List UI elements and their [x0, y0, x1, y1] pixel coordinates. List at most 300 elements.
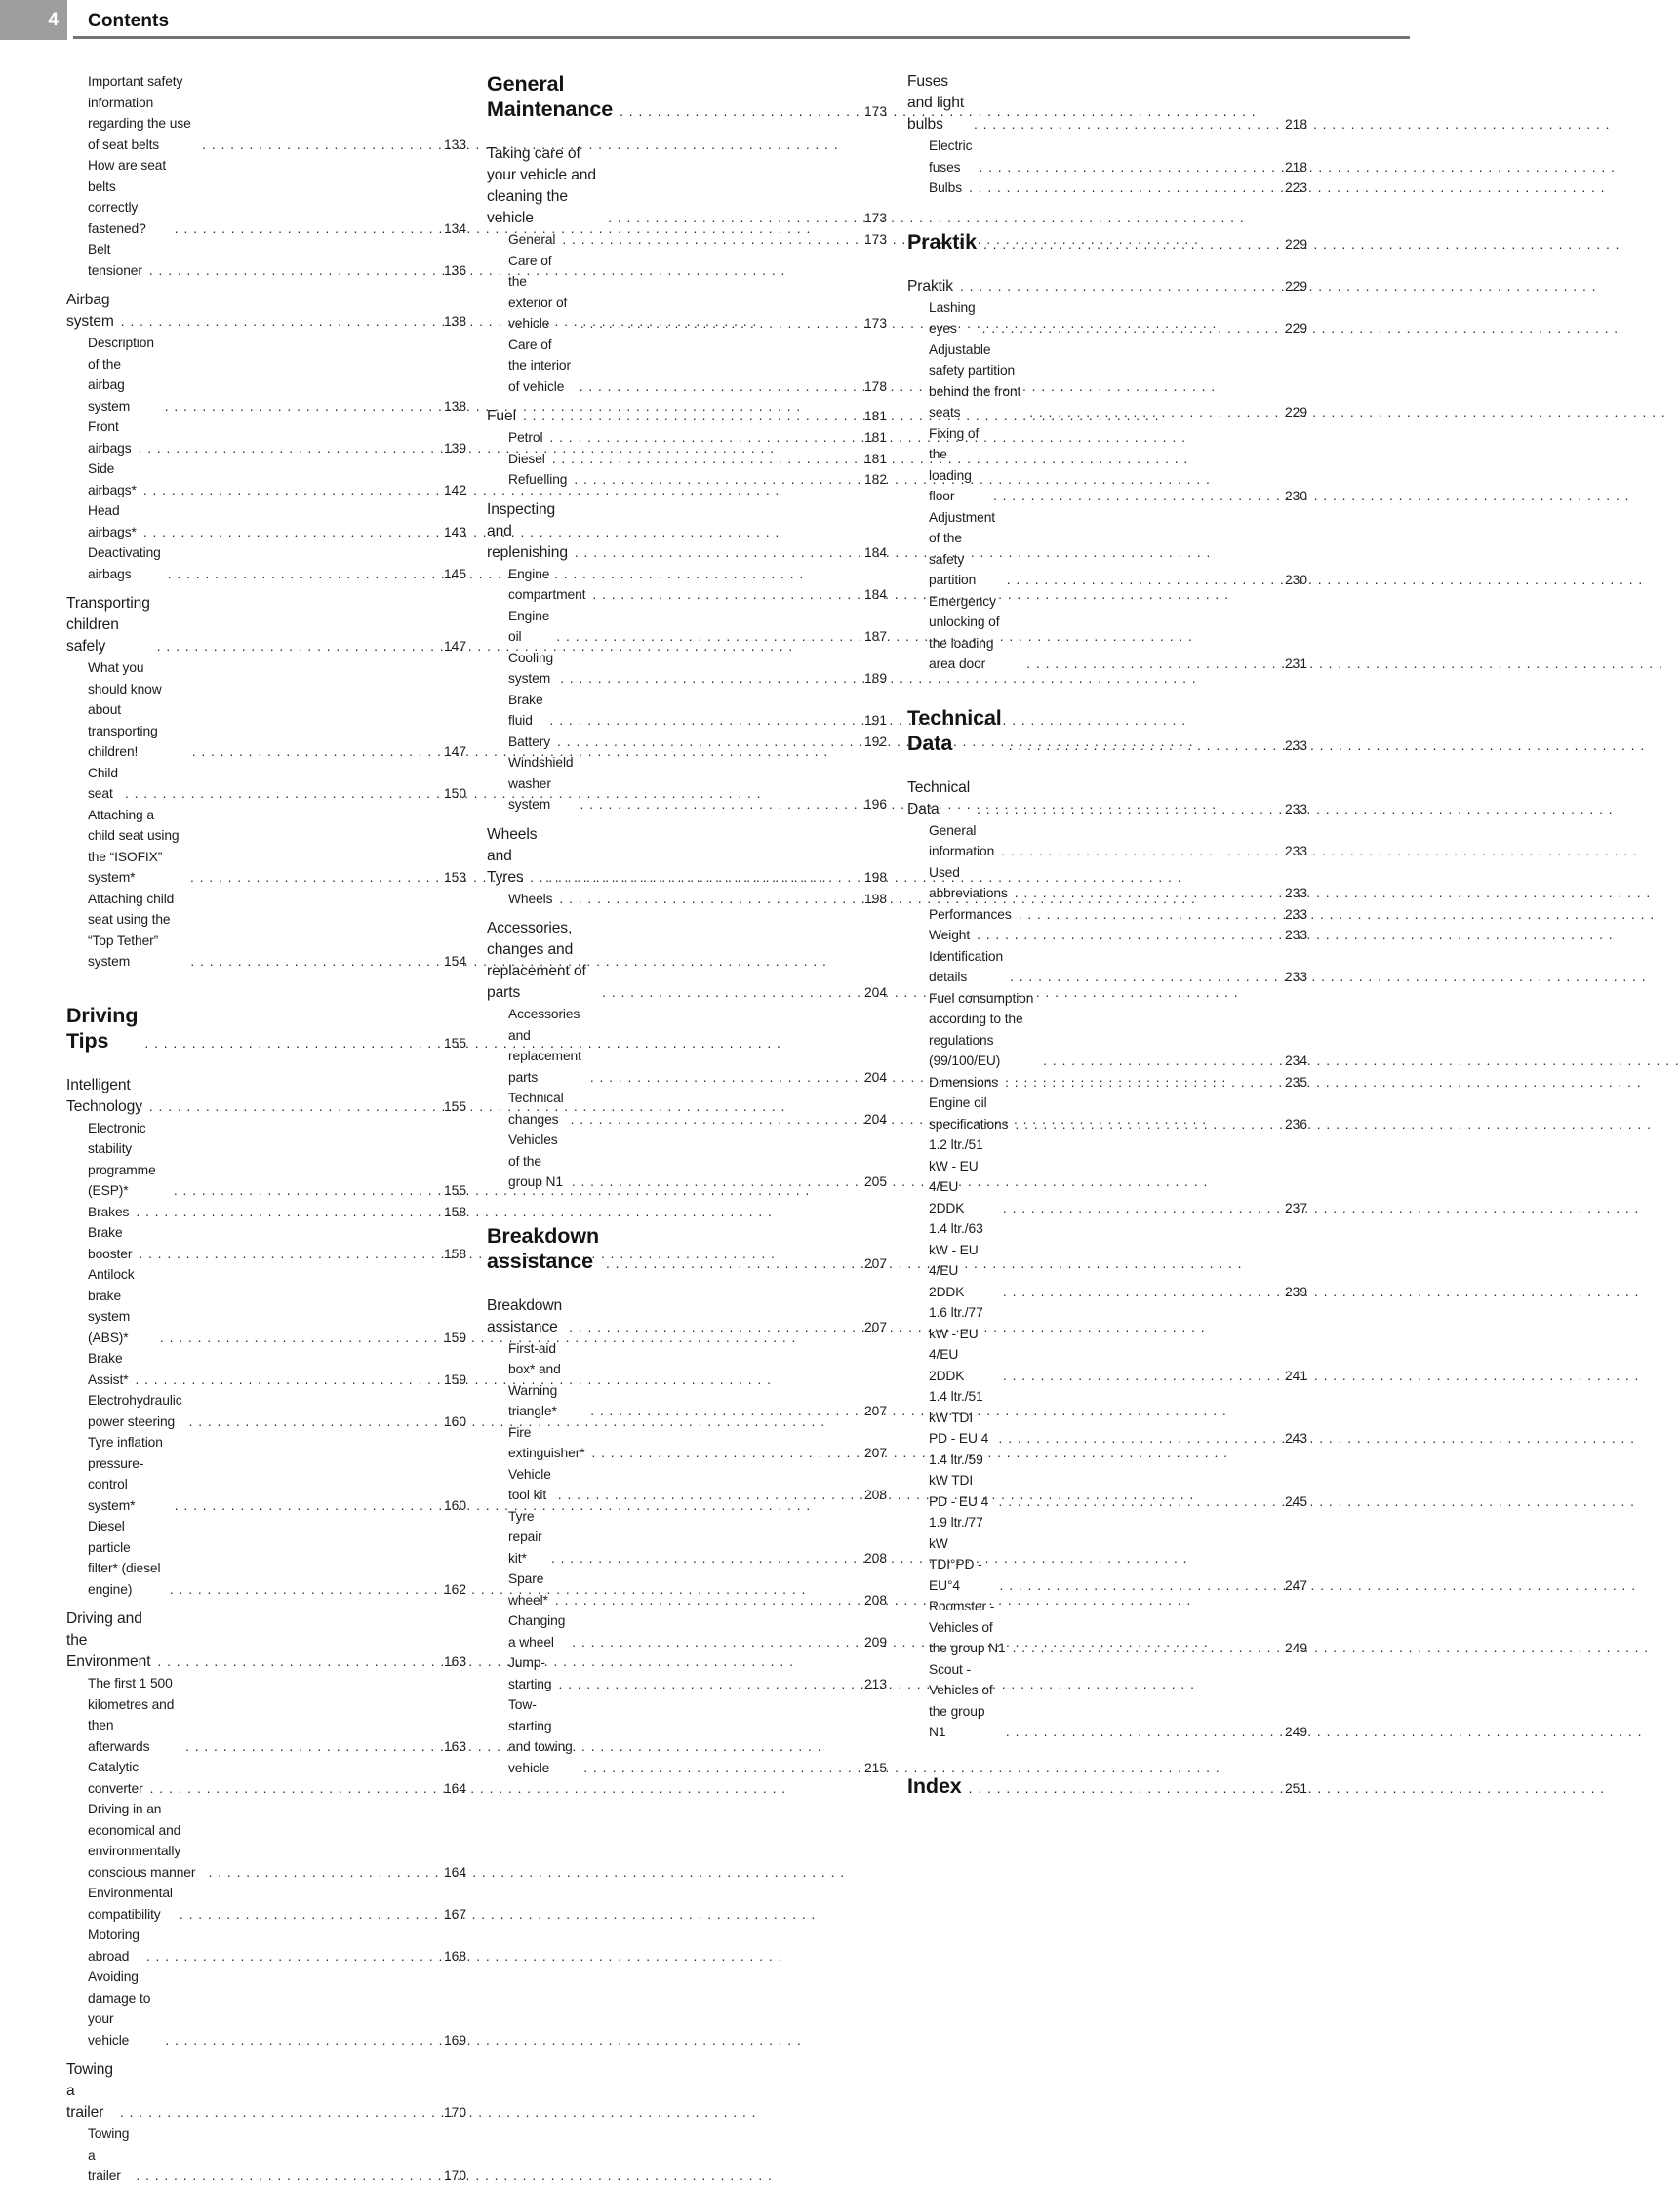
toc-entry-page: 184 [863, 544, 887, 560]
dot-leader [150, 636, 429, 657]
dot-leader [962, 1779, 1270, 1799]
toc-entry-title: Inspecting and replenishing [487, 500, 568, 561]
dot-leader [953, 276, 1270, 298]
toc-entry-page: 204 [863, 985, 887, 1000]
dot-leader [993, 1575, 1270, 1597]
toc-entry[interactable] [66, 1390, 466, 1432]
toc-entry-page: 160 [443, 1413, 466, 1429]
toc-entry-page: 154 [443, 954, 466, 969]
toc-entry[interactable] [487, 824, 887, 889]
toc-entry-page: 155 [443, 1035, 466, 1051]
toc-entry-page: 158 [443, 1204, 466, 1219]
toc-entry-title: Dimensions [929, 1074, 999, 1090]
dot-leader [140, 1946, 429, 1968]
toc-entry-page: 229 [1284, 278, 1307, 294]
dot-leader [137, 522, 429, 543]
toc-entry-title: Scout - Vehicles of the group N1 [929, 1661, 993, 1739]
dot-leader [992, 1491, 1270, 1513]
toc-entry-title: Care of the exterior of vehicle [508, 253, 568, 331]
dot-leader [976, 318, 1270, 339]
toc-entry-title: Side airbags* [88, 461, 137, 497]
dot-leader [1020, 654, 1270, 675]
dot-leader [158, 396, 429, 418]
toc-entry-title: Roomster - Vehicles of the group N1 [929, 1599, 1006, 1655]
toc-entry-page: 187 [863, 629, 887, 644]
toc-entry[interactable] [487, 889, 887, 910]
toc-entry-title: Deactivating airbags [88, 545, 161, 581]
toc-entry[interactable] [66, 333, 466, 417]
toc-entry[interactable] [66, 805, 466, 889]
toc-entry[interactable] [487, 1088, 887, 1130]
dot-leader [516, 406, 850, 427]
toc-entry-page: 229 [1284, 236, 1307, 252]
toc-entry[interactable] [66, 1075, 466, 1118]
toc-columns [66, 71, 1307, 2187]
toc-entry[interactable] [907, 1386, 1307, 1450]
dot-leader [986, 486, 1270, 507]
toc-entry-title: Vehicles of the group N1 [508, 1133, 563, 1189]
toc-entry-title: Battery [508, 734, 551, 749]
toc-entry[interactable] [907, 862, 1307, 904]
toc-entry-title: Front airbags [88, 419, 132, 456]
toc-entry-page: 159 [443, 1372, 466, 1387]
toc-entry[interactable] [66, 763, 466, 805]
dot-leader [543, 710, 850, 732]
toc-entry-page: 230 [1284, 489, 1307, 503]
dot-leader [967, 114, 1270, 136]
toc-entry[interactable] [487, 449, 887, 470]
toc-entry-title: Engine oil specifications [929, 1095, 1009, 1132]
toc-entry-title: Identification details [929, 948, 1004, 984]
dot-leader [573, 377, 850, 398]
toc-entry-title: Changing a wheel [508, 1613, 566, 1650]
toc-entry-title: Belt tensioner [88, 242, 142, 278]
toc-entry-page: 207 [863, 1319, 887, 1334]
toc-entry-page: 168 [443, 1948, 466, 1964]
page-title: Contents [88, 11, 170, 31]
toc-entry-page: 236 [1284, 1116, 1307, 1132]
dot-leader [551, 1485, 850, 1506]
toc-entry-page: 173 [863, 316, 887, 331]
toc-entry-page: 160 [443, 1497, 466, 1513]
toc-entry[interactable] [66, 1118, 466, 1202]
toc-entry-title: Important safety information regarding the use of seat belts [88, 74, 191, 152]
dot-leader [1036, 1051, 1270, 1072]
toc-entry-title: How are seat belts correctly fastened? [88, 158, 167, 236]
toc-entry[interactable] [66, 1202, 466, 1223]
toc-entry[interactable] [907, 507, 1307, 591]
toc-entry-page: 207 [863, 1446, 887, 1460]
toc-entry[interactable] [487, 143, 887, 229]
toc-entry[interactable] [907, 705, 1307, 756]
toc-entry[interactable] [487, 71, 887, 122]
toc-entry[interactable] [66, 1883, 466, 1925]
toc-entry[interactable] [66, 1757, 466, 1799]
dot-leader [202, 1862, 429, 1884]
toc-entry-page: 142 [443, 482, 466, 497]
toc-entry[interactable] [487, 1506, 887, 1570]
page-number: 4 [48, 9, 59, 30]
toc-entry[interactable] [66, 1348, 466, 1390]
toc-entry-title: Lashing eyes [929, 299, 976, 336]
toc-entry[interactable] [66, 542, 466, 584]
toc-entry-page: 189 [863, 671, 887, 686]
toc-entry[interactable] [487, 229, 887, 251]
toc-entry-title: Antilock brake system (ABS)* [88, 1267, 135, 1345]
toc-entry-title: Technical Data [907, 778, 971, 817]
toc-entry[interactable] [907, 1302, 1307, 1386]
toc-entry[interactable] [907, 925, 1307, 946]
toc-entry-title: Technical changes [508, 1091, 564, 1127]
toc-entry-title: Bulbs [929, 180, 963, 195]
toc-entry[interactable] [487, 1652, 887, 1694]
toc-entry-page: 233 [1284, 801, 1307, 816]
dot-leader [996, 1198, 1270, 1219]
toc-entry[interactable] [487, 1694, 887, 1778]
toc-entry[interactable] [487, 1464, 887, 1506]
toc-entry[interactable] [487, 752, 887, 815]
toc-entry-title: Fuel [487, 408, 516, 424]
dot-leader [1008, 1114, 1270, 1135]
dot-leader [577, 1758, 850, 1779]
toc-entry-page: 249 [1284, 1641, 1307, 1655]
toc-entry[interactable] [907, 988, 1307, 1072]
toc-entry[interactable] [66, 1925, 466, 1967]
toc-entry[interactable] [487, 1295, 887, 1338]
dot-leader [185, 741, 429, 763]
dot-leader [573, 794, 850, 815]
dot-leader [562, 1317, 850, 1338]
toc-entry[interactable] [487, 918, 887, 1004]
dot-leader [996, 1282, 1270, 1303]
dot-leader [128, 1370, 429, 1391]
dot-leader [195, 135, 429, 156]
toc-entry-page: 207 [863, 1404, 887, 1418]
dot-leader [539, 867, 850, 889]
toc-entry[interactable] [66, 1673, 466, 1757]
dot-leader [544, 1548, 850, 1570]
toc-entry-page: 243 [1284, 1431, 1307, 1446]
dot-leader [972, 157, 1270, 179]
toc-entry[interactable] [66, 239, 466, 281]
dot-leader [1000, 570, 1270, 591]
toc-entry-page: 208 [863, 1488, 887, 1502]
toc-entry[interactable] [66, 417, 466, 458]
toc-entry-page: 143 [443, 524, 466, 539]
toc-entry[interactable] [487, 1422, 887, 1464]
toc-entry[interactable] [487, 1610, 887, 1652]
toc-entry[interactable] [487, 469, 887, 491]
toc-entry[interactable] [487, 427, 887, 449]
dot-leader [1002, 736, 1270, 756]
dot-leader [992, 1428, 1270, 1450]
toc-entry-page: 147 [443, 744, 466, 759]
toc-entry[interactable] [487, 1569, 887, 1610]
toc-entry-page: 182 [863, 472, 887, 487]
toc-entry-page: 229 [1284, 321, 1307, 336]
toc-entry-title: Description of the airbag system [88, 336, 154, 414]
dot-leader [137, 480, 429, 501]
toc-entry-title: Towing a trailer [88, 2127, 130, 2183]
toc-entry-page: 164 [443, 1780, 466, 1796]
toc-entry[interactable] [907, 339, 1307, 423]
toc-entry[interactable] [907, 946, 1307, 988]
toc-entry-page: 204 [863, 1111, 887, 1127]
toc-entry[interactable] [66, 71, 466, 155]
toc-entry-title: Wheels and Tyres [487, 825, 538, 886]
dot-leader [552, 889, 850, 910]
toc-entry-page: 133 [443, 137, 466, 152]
toc-entry-title: Performances [929, 906, 1012, 922]
toc-entry[interactable] [907, 1659, 1307, 1743]
toc-entry[interactable] [487, 648, 887, 690]
toc-entry-title: Brake booster [88, 1225, 133, 1261]
toc-entry[interactable] [66, 889, 466, 973]
dot-leader [542, 427, 850, 449]
toc-entry[interactable] [66, 593, 466, 657]
toc-entry-title: Towing a trailer [66, 2061, 113, 2121]
dot-leader [114, 311, 429, 333]
dot-leader [1012, 904, 1270, 926]
toc-entry-title: Driving Tips [66, 1003, 139, 1053]
toc-entry-title: General information [929, 822, 995, 858]
toc-entry[interactable] [487, 406, 887, 427]
toc-entry-page: 164 [443, 1864, 466, 1880]
toc-entry-page: 153 [443, 870, 466, 885]
toc-entry[interactable] [66, 1967, 466, 2050]
toc-entry[interactable] [487, 690, 887, 732]
toc-entry[interactable] [907, 229, 1307, 255]
toc-entry-title: Accessories and replacement parts [508, 1007, 581, 1085]
dot-leader [583, 1067, 850, 1089]
toc-entry[interactable] [66, 500, 466, 542]
dot-leader [1006, 1638, 1270, 1659]
toc-entry[interactable] [907, 1450, 1307, 1513]
toc-entry[interactable] [66, 290, 466, 333]
dot-leader [132, 438, 429, 459]
toc-entry[interactable] [487, 251, 887, 335]
toc-entry[interactable] [487, 499, 887, 564]
toc-entry-page: 138 [443, 398, 466, 414]
dot-leader [129, 1202, 429, 1223]
toc-entry-page: 218 [1284, 159, 1307, 175]
toc-entry-title: Engine oil [508, 608, 550, 644]
toc-entry-title: Refuelling [508, 472, 568, 487]
toc-entry-title: Wheels [508, 891, 553, 906]
dot-leader [167, 1180, 429, 1202]
toc-entry[interactable] [907, 276, 1307, 298]
toc-entry-page: 138 [443, 314, 466, 329]
toc-entry[interactable] [66, 1003, 466, 1054]
toc-entry[interactable] [66, 657, 466, 763]
dot-leader [998, 1072, 1270, 1094]
toc-entry[interactable] [907, 136, 1307, 178]
toc-entry[interactable] [907, 904, 1307, 926]
toc-entry[interactable] [907, 298, 1307, 339]
toc-entry-title: Avoiding damage to your vehicle [88, 1969, 151, 2048]
toc-entry-page: 139 [443, 440, 466, 456]
toc-entry[interactable] [487, 1004, 887, 1088]
dot-leader [999, 1722, 1270, 1743]
toc-entry-page: 173 [863, 104, 887, 119]
toc-entry-page: 145 [443, 566, 466, 581]
toc-entry-page: 241 [1284, 1368, 1307, 1383]
toc-entry[interactable] [66, 458, 466, 500]
toc-entry-title: Technical Data [907, 705, 1002, 755]
toc-entry-title: Environmental compatibility [88, 1886, 173, 1922]
dot-leader [550, 732, 850, 753]
toc-entry[interactable] [487, 335, 887, 398]
dot-leader [553, 668, 850, 690]
toc-entry-page: 181 [863, 451, 887, 466]
dot-leader [583, 1401, 850, 1422]
toc-entry-title: Cooling system [508, 650, 554, 686]
dot-leader [613, 102, 850, 122]
toc-entry-page: 155 [443, 1183, 466, 1198]
toc-entry-title: Jump-starting [508, 1655, 552, 1691]
toc-entry-page: 167 [443, 1906, 466, 1922]
toc-entry-title: Tow-starting and towing vehicle [508, 1697, 573, 1775]
toc-entry[interactable] [907, 777, 1307, 820]
toc-entry[interactable] [66, 1222, 466, 1264]
toc-entry-page: 208 [863, 1550, 887, 1566]
toc-entry-title: Weight [929, 928, 971, 942]
toc-entry[interactable] [487, 1130, 887, 1193]
toc-entry-title: Airbag system [66, 292, 114, 330]
toc-entry[interactable] [487, 606, 887, 648]
dot-leader [549, 626, 850, 648]
toc-entry-title: Driving in an economical and environmentally conscious manner [88, 1802, 196, 1880]
toc-entry-title: Driving and the Environment [66, 1610, 151, 1670]
dot-leader [158, 2030, 429, 2051]
toc-entry-page: 218 [1284, 117, 1307, 132]
toc-entry-page: 136 [443, 262, 466, 278]
toc-entry-title: Windshield washer system [508, 755, 574, 812]
toc-entry-page: 198 [863, 891, 887, 906]
toc-entry-title: Attaching child seat using the “Top Tether” system [88, 891, 175, 969]
toc-entry[interactable] [907, 423, 1307, 507]
toc-entry-page: 204 [863, 1069, 887, 1085]
toc-entry-page: 233 [1284, 906, 1307, 922]
toc-entry[interactable] [907, 71, 1307, 136]
dot-leader [548, 1590, 850, 1611]
toc-entry-title: First-aid box* and Warning triangle* [508, 1340, 561, 1418]
dot-leader [163, 1579, 429, 1601]
dot-leader [153, 1328, 429, 1349]
toc-entry-page: 173 [863, 232, 887, 247]
toc-entry-title: Motoring abroad [88, 1928, 140, 1964]
toc-entry[interactable] [907, 1596, 1307, 1659]
toc-entry-title: Diesel particle filter* (diesel engine) [88, 1519, 161, 1597]
toc-entry[interactable] [907, 1218, 1307, 1302]
toc-entry-title: General [508, 232, 556, 247]
toc-entry[interactable] [907, 820, 1307, 862]
toc-entry-page: 158 [443, 1246, 466, 1261]
toc-entry-title: Tyre inflation pressure-control system* [88, 1435, 163, 1513]
toc-entry-title: 1.4 ltr./51 kW TDI PD - EU 4 [929, 1389, 989, 1446]
toc-entry[interactable] [907, 1512, 1307, 1596]
dot-leader [970, 799, 1270, 820]
dot-leader [161, 564, 429, 585]
toc-entry-title: Fire extinguisher* [508, 1424, 585, 1460]
page-number-box [0, 0, 67, 40]
toc-entry[interactable] [487, 1338, 887, 1422]
toc-entry-title: What you should know about transporting children! [88, 660, 162, 759]
toc-entry-page: 251 [1284, 1780, 1307, 1796]
toc-entry-page: 208 [863, 1592, 887, 1608]
toc-entry-page: 247 [1284, 1577, 1307, 1593]
toc-entry-title: Electronic stability programme (ESP)* [88, 1120, 156, 1198]
toc-entry-page: 163 [443, 1654, 466, 1669]
toc-entry-page: 173 [863, 211, 887, 225]
toc-entry[interactable] [487, 564, 887, 606]
toc-entry-page: 233 [1284, 970, 1307, 984]
dot-leader [585, 584, 850, 606]
toc-column [66, 71, 466, 2187]
toc-entry-page: 233 [1284, 844, 1307, 858]
dot-leader [168, 219, 429, 240]
toc-entry-page: 169 [443, 2032, 466, 2048]
toc-entry-title: Brakes [88, 1204, 130, 1219]
toc-entry[interactable] [66, 1432, 466, 1516]
toc-entry-title: General Maintenance [487, 72, 614, 121]
toc-entry[interactable] [487, 732, 887, 753]
toc-entry-page: 213 [863, 1676, 887, 1691]
dot-leader [183, 867, 429, 889]
toc-entry[interactable] [66, 1516, 466, 1600]
toc-entry-title: 1.9 ltr./77 kW TDI°PD - EU°4 [929, 1515, 983, 1593]
toc-entry[interactable] [66, 2059, 466, 2124]
toc-entry[interactable] [66, 2124, 466, 2187]
dot-leader [962, 178, 1270, 199]
toc-entry-page: 223 [1284, 180, 1307, 195]
toc-column [907, 71, 1307, 2187]
toc-entry-page: 147 [443, 639, 466, 654]
toc-entry-title: Spare wheel* [508, 1571, 548, 1608]
toc-entry-title: Fixing of the loading floor [929, 425, 980, 503]
toc-entry[interactable] [487, 1223, 887, 1274]
toc-entry-title: Attaching a child seat using the “ISOFIX” system* [88, 807, 180, 885]
toc-entry-title: Taking care of your vehicle and cleaning the vehicle [487, 145, 596, 226]
toc-entry[interactable] [66, 155, 466, 239]
dot-leader [565, 1632, 850, 1653]
toc-entry-page: 191 [863, 713, 887, 728]
dot-leader [551, 1674, 850, 1695]
toc-entry-page: 159 [443, 1330, 466, 1345]
toc-entry-title: Emergency unlocking of the loading area door [929, 593, 1000, 671]
toc-entry-title: Brake fluid [508, 692, 543, 728]
dot-leader [599, 1254, 850, 1274]
toc-entry-page: 229 [1284, 405, 1307, 419]
toc-entry[interactable] [907, 1072, 1307, 1094]
toc-entry-title: Engine compartment [508, 566, 586, 602]
toc-entry-page: 215 [863, 1760, 887, 1775]
toc-entry[interactable] [907, 1093, 1307, 1134]
toc-entry[interactable] [907, 591, 1307, 675]
toc-entry[interactable] [66, 1799, 466, 1883]
toc-entry[interactable] [907, 1134, 1307, 1218]
toc-entry-page: 163 [443, 1738, 466, 1754]
dot-leader [1022, 402, 1270, 423]
toc-entry[interactable] [66, 1609, 466, 1673]
dot-leader [142, 260, 429, 282]
toc-entry[interactable] [66, 1264, 466, 1348]
toc-entry[interactable] [907, 1773, 1307, 1799]
dot-leader [168, 1495, 429, 1517]
toc-entry[interactable] [907, 178, 1307, 199]
dot-leader [555, 229, 850, 251]
toc-entry-title: 1.2 ltr./51 kW - EU 4/EU 2DDK [929, 1137, 983, 1215]
